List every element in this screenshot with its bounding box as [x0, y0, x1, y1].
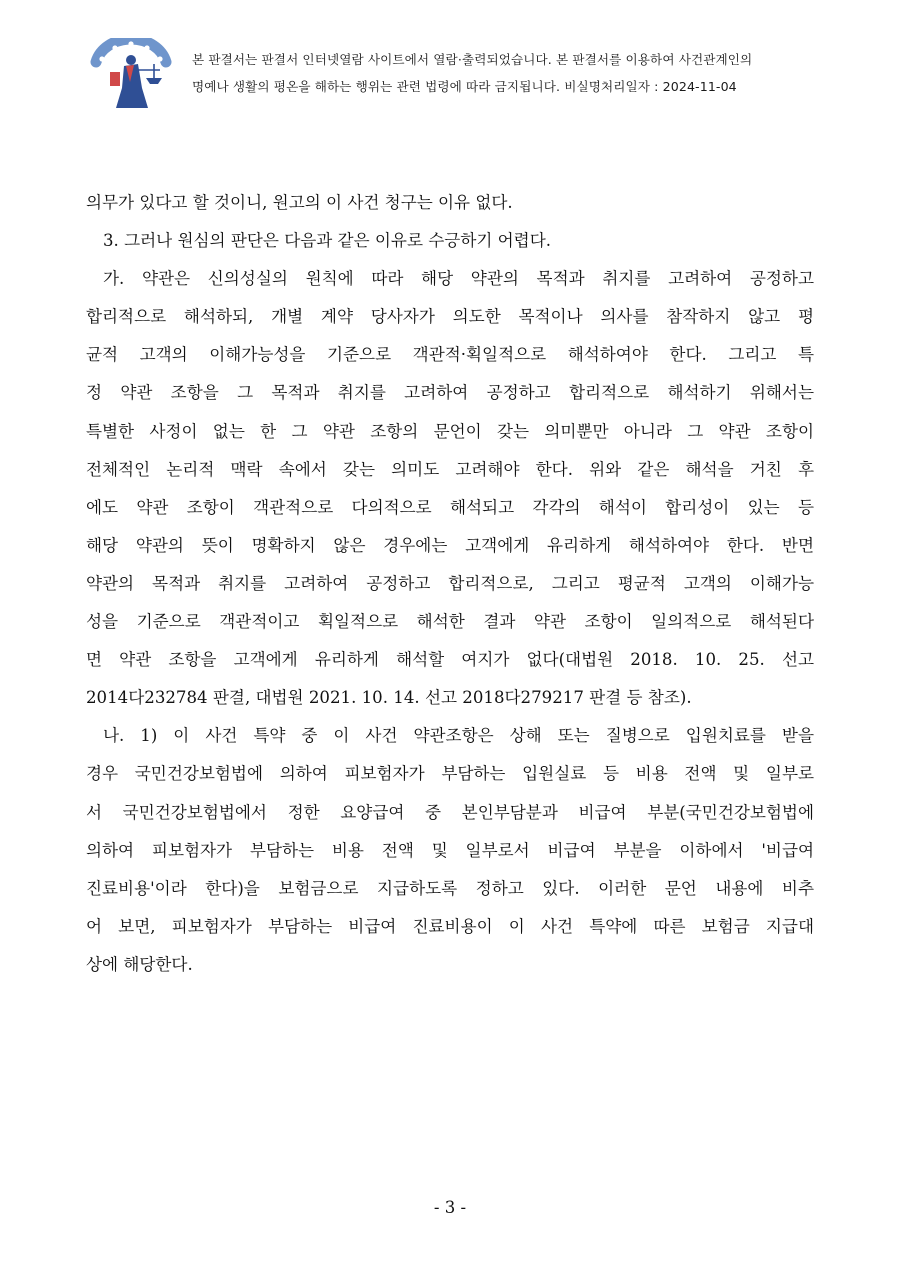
text-line: 나. 1) 이 사건 특약 중 이 사건 약관조항은 상해 또는 질병으로 입원치료를 받을 [103, 726, 814, 746]
text-line: 균적 고객의 이해가능성을 기준으로 객관적·획일적으로 해석하여야 한다. 그리고 특 [86, 345, 814, 365]
text-line: 서 국민건강보험법에서 정한 요양급여 중 본인부담분과 비급여 부분(국민건강보험법에 [86, 802, 814, 822]
page-number: - 3 - [433, 1198, 467, 1217]
text-line: 특별한 사정이 없는 한 그 약관 조항의 문언이 갖는 의미뿐만 아니라 그 약관 조항이 [86, 421, 814, 441]
public-access-notice [192, 46, 882, 100]
text-line: 경우 국민건강보험법에 의하여 피보험자가 부담하는 입원실료 등 비용 전액 및 일부로 [86, 764, 814, 784]
text-line: 해당 약관의 뜻이 명확하지 않은 경우에는 고객에게 유리하게 해석하여야 한다. 반면 [86, 535, 814, 555]
text-line: 의무가 있다고 할 것이니, 원고의 이 사건 청구는 이유 없다. [86, 193, 513, 212]
judgment-body-text [86, 184, 814, 984]
text-line: 2014다232784 판결, 대법원 2021. 10. 14. 선고 2018다279217 판결 등 참조). [86, 688, 692, 708]
court-emblem-logo [88, 38, 174, 112]
text-line: 정 약관 조항을 그 목적과 취지를 고려하여 공정하고 합리적으로 해석하기 위해서는 [86, 383, 814, 403]
text-line: 약관의 목적과 취지를 고려하여 공정하고 합리적으로, 그리고 평균적 고객의 이해가능 [86, 573, 814, 593]
text-line: 어 보면, 피보험자가 부담하는 비급여 진료비용이 이 사건 특약에 따른 보험금 지급대 [86, 916, 814, 936]
notice-line: 명예나 생활의 평온을 해하는 행위는 관련 법령에 따라 금지됩니다. 비실명처리일자 : 2024-11-04 [192, 79, 737, 94]
text-line: 성을 기준으로 객관적이고 획일적으로 해석한 결과 약관 조항이 일의적으로 해석된다 [86, 612, 814, 632]
text-line: 진료비용'이라 한다)을 보험금으로 지급하도록 정하고 있다. 이러한 문언 내용에 비추 [86, 878, 814, 898]
court-seal-icon [88, 38, 174, 112]
text-line: 면 약관 조항을 고객에게 유리하게 해석할 여지가 없다(대법원 2018. 10. 25. 선고 [86, 650, 814, 670]
text-line: 전체적인 논리적 맥락 속에서 갖는 의미도 고려해야 한다. 위와 같은 해석을 거친 후 [86, 459, 814, 479]
text-line: 의하여 피보험자가 부담하는 비용 전액 및 일부로서 비급여 부분을 이하에서 '비급여 [86, 840, 814, 860]
page-header [88, 34, 878, 114]
text-line: 상에 해당한다. [86, 954, 193, 974]
text-line: 에도 약관 조항이 객관적으로 다의적으로 해석되고 각각의 해석이 합리성이 있는 등 [86, 497, 814, 517]
notice-line: 본 판결서는 판결서 인터넷열람 사이트에서 열람·출력되었습니다. 본 판결서를 이용하여 사건관계인의 [192, 52, 753, 67]
text-line: 합리적으로 해석하되, 개별 계약 당사자가 의도한 목적이나 의사를 참작하지 않고 평 [86, 307, 814, 327]
text-line: 3. 그러나 원심의 판단은 다음과 같은 이유로 수긍하기 어렵다. [103, 231, 552, 251]
text-line: 가. 약관은 신의성실의 원칙에 따라 해당 약관의 목적과 취지를 고려하여 공정하고 [103, 269, 814, 289]
